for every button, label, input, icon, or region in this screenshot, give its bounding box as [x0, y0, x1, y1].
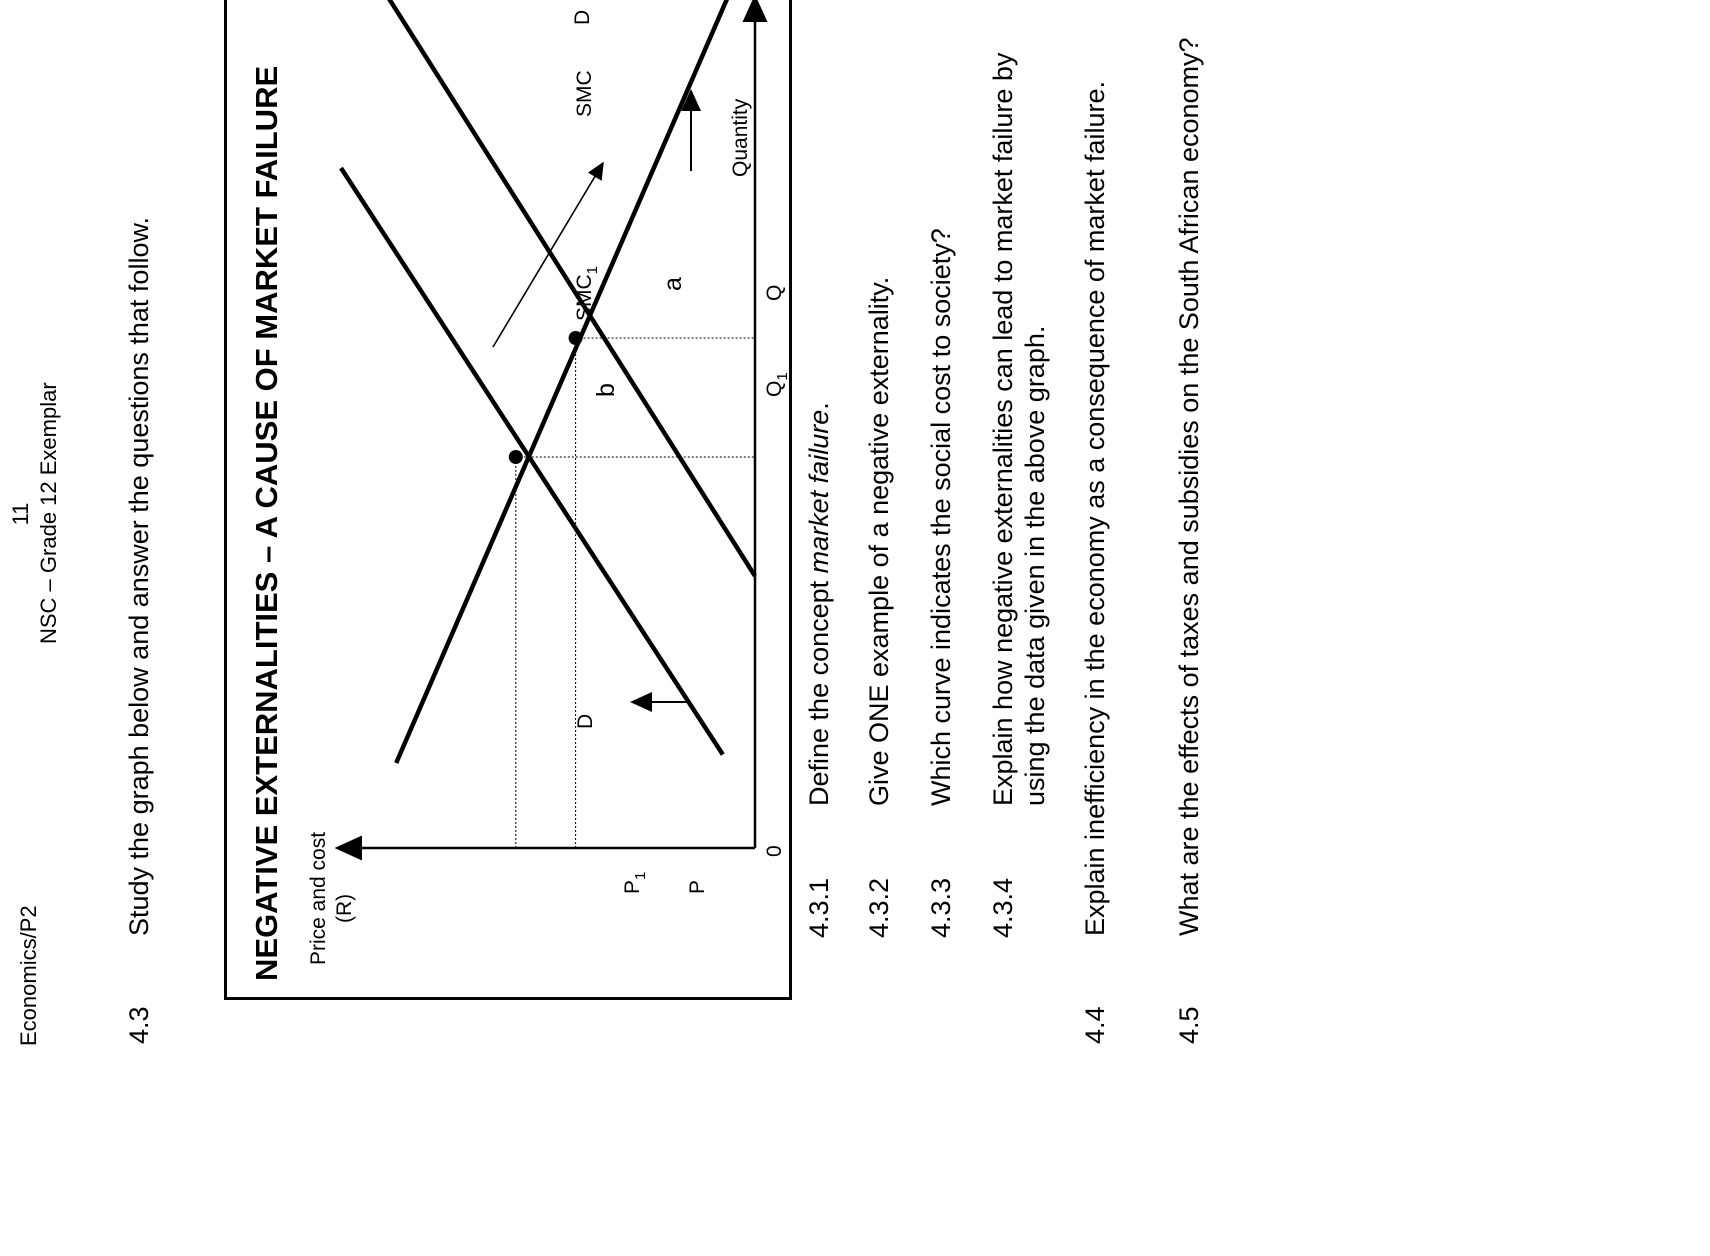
question-number: 4.3: [124, 1006, 154, 1044]
d-label-top: D: [574, 713, 597, 729]
smc1-curve: [341, 168, 723, 755]
q-4-3-1-number: 4.3.1: [804, 877, 834, 938]
point-a-label: a: [659, 277, 687, 291]
q-4-4-text: Explain inefficiency in the economy as a consequence of market failure.: [1080, 81, 1110, 936]
question-instruction: Study the graph below and answer the questions that follow.: [124, 217, 154, 936]
q-4-3-4-text-line2: using the data given in the above graph.: [1020, 325, 1050, 806]
d-label-bottom: D: [571, 9, 594, 25]
x-axis-label: Quantity: [729, 98, 752, 177]
equilibrium-point-a: [569, 331, 583, 345]
header-page-number: 11: [8, 502, 33, 526]
q-4-3-2-text: Give ONE example of a negative externality.: [864, 276, 894, 806]
q-4-3-4-number: 4.3.4: [988, 877, 1018, 938]
y-axis-label-line2: (R): [333, 893, 356, 923]
q-4-5-text: What are the effects of taxes and subsidies on the South African economy?: [1174, 37, 1204, 936]
q-4-3-3-number: 4.3.3: [926, 877, 956, 938]
q-4-5-number: 4.5: [1174, 1006, 1204, 1044]
q-4-3-4-text-line1: Explain how negative externalities can lead to market failure by: [988, 52, 1018, 806]
x-tick-q1: $Q_1$: [763, 372, 791, 397]
q-4-3-1-text: Define the concept market failure.: [804, 402, 834, 806]
x-tick-q: Q: [763, 284, 786, 301]
demand-curve: [396, 0, 727, 763]
origin-label: 0: [763, 845, 786, 857]
externality-graph: [227, 0, 792, 997]
graph-frame: [224, 0, 792, 1000]
y-axis-label-line1: Price and cost: [307, 831, 330, 965]
smc1-label: $SMC_1$: [573, 265, 601, 321]
smc-label: SMC: [573, 70, 596, 117]
point-b-label: b: [592, 383, 620, 397]
y-tick-p: P: [686, 879, 709, 894]
header-exam-title: NSC – Grade 12 Exemplar: [36, 382, 61, 644]
header-subject: Economics/P2: [16, 905, 41, 1046]
y-tick-p1: $P_1$: [621, 871, 649, 894]
graph-title: NEGATIVE EXTERNALITIES – A CAUSE OF MARKET FAILURE: [249, 65, 284, 981]
q-4-3-3-text: Which curve indicates the social cost to society?: [926, 228, 956, 806]
q-4-3-2-number: 4.3.2: [864, 877, 894, 938]
q-4-4-number: 4.4: [1080, 1006, 1110, 1044]
equilibrium-point-b: [509, 450, 523, 464]
smc-curve: [378, 0, 755, 576]
